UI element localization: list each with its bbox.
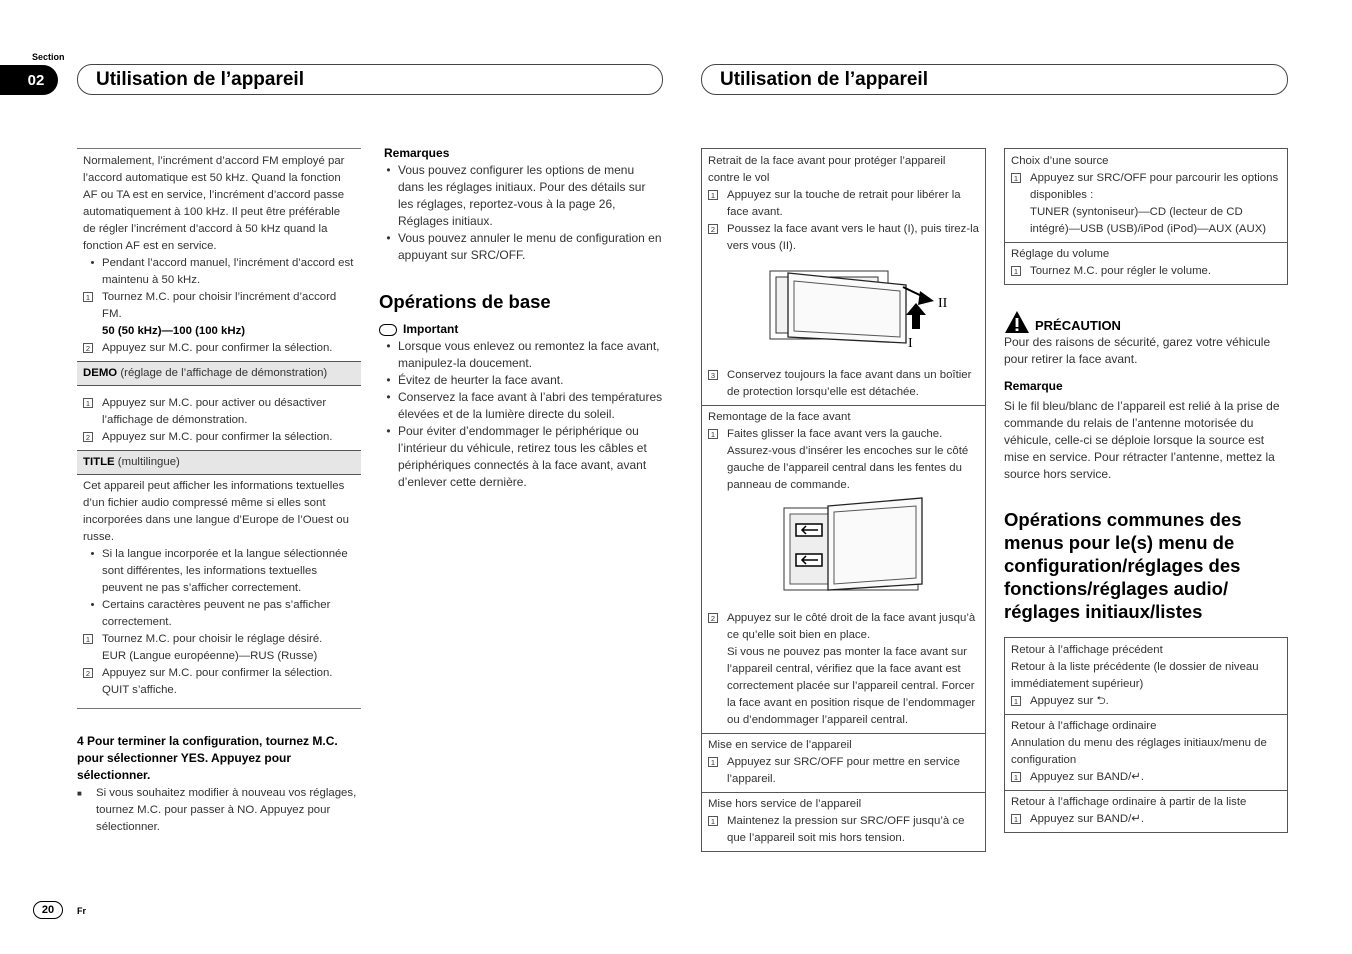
step-2: 2 Appuyez sur le côté droit de la face avant jusqu’à ce qu’elle soit bien en place. Si vous ne pouvez pas monter la face avant sur l’appareil central, vérifiez que la face avant est correctement placée sur l’appareil central. Forcer la face avant en position risque de l’endommager ou d’endommager l’appareil central. (708, 610, 979, 729)
list-item: • Conservez la face avant à l’abri des températures élevées et de la lumière directe du soleil. (386, 390, 663, 421)
important-heading: Important (379, 321, 663, 338)
list-item: • Vous pouvez configurer les options de menu dans les réglages initiaux. Pour des détails sur les réglages, reportez-vous à la page 26, Réglages initiaux. (386, 163, 646, 228)
important-icon (379, 324, 397, 336)
list-item: • Vous pouvez annuler le menu de configuration en appuyant sur SRC/OFF. (386, 231, 662, 262)
fm-intro: Normalement, l’incrément d’accord FM employé par l’accord automatique est 50 kHz. Quand la fonction AF ou TA est en service, l’incrément d’accord passe automatiquement à 100 kHz. Il peut être préférable de régler l’incrément d’accord à 50 kHz quand la fonction AF est en service. (83, 155, 345, 252)
remarques-title: Remarques (384, 146, 450, 160)
step-1: 1 Maintenez la pression sur SRC/OFF jusqu’à ce que l’appareil soit mis hors tension. (708, 813, 979, 847)
faceplate-removal-figure (708, 255, 978, 361)
section-label: Section (32, 52, 65, 62)
title-section-title: TITLE (multilingue) (77, 450, 361, 475)
band-return-icon: ↵ (1131, 771, 1141, 783)
step-2: 2 Appuyez sur M.C. pour confirmer la sélection. (83, 429, 355, 446)
warning-icon (1004, 310, 1030, 334)
step-4-heading: 4 Pour terminer la configuration, tournez M.C. pour sélectionner YES. Appuyez pour sélectionner. (77, 734, 338, 782)
retour-ordinaire-title: Retour à l’affichage ordinaire (1011, 720, 1157, 732)
source-volume-box (1004, 148, 1288, 285)
operations-title: Opérations de base (379, 291, 551, 312)
step-1: 1 Tournez M.C. pour régler le volume. (1011, 263, 1281, 280)
retour-precedent-sub: Retour à la liste précédente (le dossier de niveau immédiatement supérieur) (1011, 661, 1259, 690)
page-number: 20 (33, 901, 63, 919)
section-number-badge: 02 (0, 65, 58, 95)
list-item: • Certains caractères peuvent ne pas s’afficher correctement. (90, 599, 331, 628)
source-title: Choix d’une source (1011, 155, 1109, 167)
figure-label-up: I (908, 336, 913, 351)
remarque-text: Si le fil bleu/blanc de l’appareil est relié à la prise de commande du relais de l’antenne motorisée du véhicule, celle-ci se déploie lorsque la source est mise en service. Pour rétracter l’antenne, mettez la source hors service. (1004, 399, 1280, 481)
step-1: 1 Appuyez sur BAND/↵. (1011, 769, 1281, 786)
menus-title: Opérations communes des menus pour le(s) menu de configuration/réglages des fonctions/réglages audio/ réglages initiaux/listes (1004, 509, 1242, 622)
step-1: 1 Tournez M.C. pour choisir le réglage désiré. EUR (Langue européenne)—RUS (Russe) (83, 631, 355, 665)
list-item: • Évitez de heurter la face avant. (386, 373, 564, 387)
step-1: 1 Appuyez sur BAND/↵. (1011, 811, 1281, 828)
fm-values: 50 (50 kHz)—100 (100 kHz) (102, 325, 246, 337)
faceplate-attach-figure (708, 494, 978, 604)
precaution-block: PRÉCAUTION Pour des raisons de sécurité, garez votre véhicule pour retirer la face avant. Remarque Si le fil bleu/blanc de l’appareil est relié à la prise de commande du relais de l’antenne motorisée du véhicule, celle-ci se déploie lorsque la source est mise en service. Pour rétracter l’antenne, mettez la source hors service. Opérations communes des menus pour le(s) menu de configuration/réglages des fonctions/réglages audio/ réglages initiaux/listes (1004, 310, 1288, 623)
page-header-left: Utilisation de l’appareil (77, 64, 663, 95)
retour-ordinaire-sub: Annulation du menu des réglages initiaux/menu de configuration (1011, 737, 1267, 766)
demo-section-title: DEMO (réglage de l’affichage de démonstration) (77, 361, 361, 386)
title-intro: Cet appareil peut afficher les informations textuelles d’un fichier audio compressé même si elles sont incorporées dans une langue d’Europe de l’Ouest ou russe. (83, 480, 349, 543)
list-item: • Lorsque vous enlevez ou remontez la face avant, manipulez-la doucement. (386, 339, 660, 370)
menus-box (1004, 637, 1288, 833)
list-item: • Si la langue incorporée et la langue sélectionnée sont différentes, les informations textuelles peuvent ne pas s’afficher correctement. (90, 548, 348, 594)
retour-precedent-title: Retour à l’affichage précédent (1011, 644, 1163, 656)
step-1: 1 Appuyez sur SRC/OFF pour mettre en service l’appareil. (708, 754, 979, 788)
service-title: Mise en service de l’appareil (708, 739, 852, 751)
step-1: 1 Appuyez sur M.C. pour activer ou désactiver l’affichage de démonstration. (83, 395, 355, 429)
retrait-title: Retrait de la face avant pour protéger l’appareil contre le vol (708, 155, 946, 184)
language-code: Fr (77, 906, 86, 916)
step-3: 3 Conservez toujours la face avant dans un boîtier de protection lorsqu’elle est détachée. (708, 367, 979, 401)
step-2: 2 Appuyez sur M.C. pour confirmer la sélection. (83, 340, 355, 357)
step-1: 1 Faites glisser la face avant vers la gauche. Assurez-vous d’insérer les encoches sur le côté gauche de l’appareil central dans les fentes du panneau de commande. (708, 426, 979, 494)
remontage-title: Remontage de la face avant (708, 411, 851, 423)
list-item: • Pour éviter d’endommager le périphérique ou l’intérieur du véhicule, retirez tous les câbles et périphériques connectés à la face avant, avant d’enlever cette dernière. (386, 424, 647, 489)
step-1: 1 Appuyez sur la touche de retrait pour libérer la face avant. (708, 187, 979, 221)
column-3-box (701, 148, 986, 852)
band-return-icon: ↵ (1131, 813, 1141, 825)
column-2 (379, 145, 663, 491)
precaution-text: Pour des raisons de sécurité, garez votre véhicule pour retirer la face avant. (1004, 335, 1271, 366)
step-2: 2 Appuyez sur M.C. pour confirmer la sélection. QUIT s’affiche. (83, 665, 355, 699)
remarque-title: Remarque (1004, 379, 1063, 393)
hors-service-title: Mise hors service de l’appareil (708, 798, 862, 810)
step-1: 1 Appuyez sur SRC/OFF pour parcourir les options disponibles : TUNER (syntoniseur)—CD (lecteur de CD intégré)—USB (USB)/iPod (iPod)—AUX (AUX) (1011, 170, 1281, 238)
column-1 (77, 148, 361, 836)
figure-label-out: II (938, 296, 948, 311)
volume-title: Réglage du volume (1011, 248, 1110, 260)
retour-liste-title: Retour à l’affichage ordinaire à partir de la liste (1011, 796, 1247, 808)
step-1: 1 Appuyez sur ⮌. (1011, 693, 1281, 710)
back-icon: ⮌ (1096, 695, 1106, 707)
list-item: • Pendant l’accord manuel, l’incrément d’accord est maintenu à 50 kHz. (90, 257, 354, 286)
step-1: 1 Tournez M.C. pour choisir l’incrément d’accord FM. 50 (50 kHz)—100 (100 kHz) (83, 289, 355, 340)
page-header-right: Utilisation de l’appareil (701, 64, 1288, 95)
step-2: 2 Poussez la face avant vers le haut (I), puis tirez-la vers vous (II). (708, 221, 979, 255)
step-4-note: ■ Si vous souhaitez modifier à nouveau vos réglages, tournez M.C. pour passer à NO. Appuyez pour sélectionner. (77, 787, 357, 833)
